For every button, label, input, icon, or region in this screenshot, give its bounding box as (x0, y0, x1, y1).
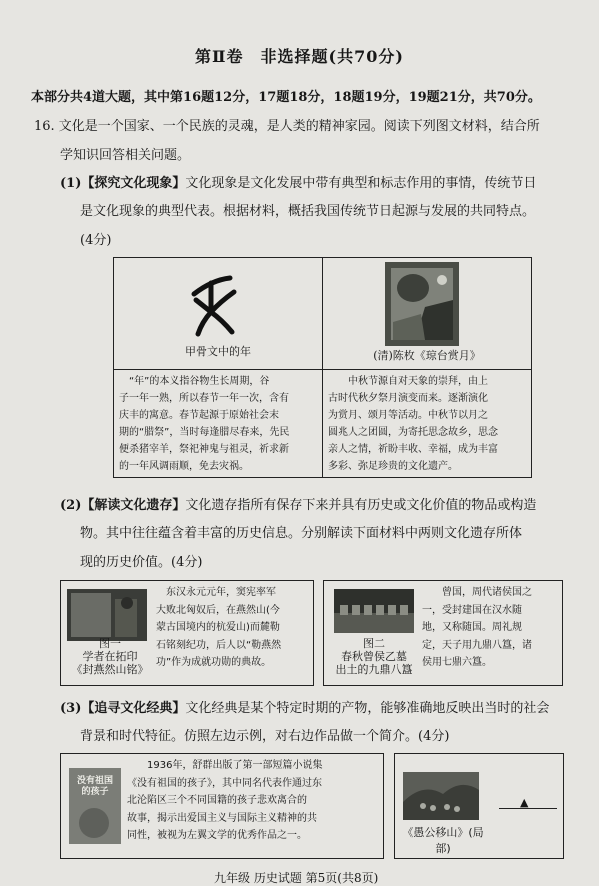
fig2-caption-line: 春秋曾侯乙墓 (341, 650, 407, 663)
inscription-rubbing-photo (67, 589, 147, 641)
fig1-caption-line: 图一 (99, 637, 121, 650)
q16-p2-line1 (60, 494, 536, 513)
book-cover-title: 没有祖国的孩子 (76, 776, 113, 797)
fig2-text-line: 曾国，周代诸侯国之 (442, 587, 532, 598)
section-title: 第Ⅱ卷 非选择题(共70分) (195, 47, 404, 66)
autumn-text-line: 多彩、弥足珍贵的文化遗产。 (328, 461, 458, 472)
book-example-box (60, 753, 384, 859)
oracle-bone-caption: 甲骨文中的年 (185, 345, 251, 358)
q16-stem-line1: 16. 文化是一个国家、一个民族的灵魂，是人类的精神家园。阅读下列图文材料，结合所 (34, 119, 540, 134)
autumn-text-line: 圆兆人之团圆，为寄托思念故乡，思念 (328, 427, 498, 438)
fig2-text-line: 一，受封建国在汉水随 (422, 604, 522, 616)
book-text-line: 1936年，舒群出版了第一部短篇小说集 (147, 760, 323, 771)
yugong-painting-image (403, 772, 479, 820)
painting-caption: (清)陈枚《琼台赏月》 (373, 349, 481, 362)
painting-answer-box (394, 753, 564, 859)
book-text-line: 同性，被视为左翼文学的优秀作品之一。 (127, 830, 307, 841)
book-cover-image (69, 768, 121, 844)
fig2-caption-line: 图二 (363, 637, 385, 650)
autumn-text-line: 中秋节源自对天象的崇拜，由上 (348, 376, 488, 387)
book-text-line: 北沦陷区三个不同国籍的孩子悲欢离合的 (127, 795, 307, 806)
spring-festival-text-cell (114, 370, 323, 478)
fig2-caption-line: 出土的九鼎八簋 (335, 663, 413, 676)
fig1-caption (65, 637, 155, 676)
autumn-text-line: 古时代秋夕祭月演变而来。逐渐演化 (328, 393, 488, 404)
spring-text-line: 的一年风调雨顺，免去灾祸。 (119, 461, 249, 472)
book-example-text (127, 757, 379, 845)
q16-p1-text1: 文化现象是文化发展中带有典型和标志作用的事情，传统节日 (185, 176, 537, 191)
q16-p3-label: (3)【追寻文化经典】 (60, 701, 186, 716)
fig2-text-line: 侯用七鼎六簋。 (422, 657, 492, 668)
fig1-text-line: 蒙古国境内的杭爱山)而麓勒 (156, 622, 280, 633)
spring-text-line: 子一年一熟，所以春节一年一次，含有 (119, 393, 289, 404)
painting-cell (323, 258, 532, 370)
book-text-line: 《没有祖国的孩子》，其中同名代表作通过东 (127, 777, 322, 789)
spring-text-line: 庆丰的寓意。春节起源于原始社会末 (119, 410, 279, 421)
oracle-bone-nian-glyph (180, 270, 250, 340)
q16-p1-label: (1)【探究文化现象】 (60, 176, 186, 191)
q16-p2-line2: 物。其中往往蕴含着丰富的历史信息。分别解读下面材料中两则文化遗存所体 (80, 526, 523, 541)
autumn-text-line: 亲人之情，祈盼丰收、幸福，成为丰富 (328, 444, 498, 455)
fig1-text-line: 石铭刻纪功，后人以“勒燕然 (156, 639, 282, 651)
fig2-caption (328, 637, 420, 676)
fig2-text-line: 地，又称随国。周礼规 (422, 622, 522, 633)
autumn-text-line: 为赏月、颂月等活动。中秋节以月之 (328, 410, 488, 421)
fig1-caption-line: 学者在拓印 (82, 650, 138, 663)
q16-p2-label: (2)【解读文化遗存】 (60, 498, 186, 513)
inscription-material-box (60, 580, 314, 686)
fig2-text-line: 定，天子用九鼎八簋，诸 (422, 639, 532, 651)
yugong-painting-caption: 《愚公移山》(局部) (402, 826, 484, 855)
section-intro: 本部分共4道大题，其中第16题12分，17题18分，18题19分，19题21分，共70分。 (31, 90, 541, 105)
spring-text-line: 便杀猪宰羊，祭祀神鬼与祖灵，祈求新 (119, 444, 289, 455)
q16-p1-line3: (4分) (80, 233, 112, 248)
q16-p1-line1 (60, 172, 536, 191)
q16-p2-text1: 文化遗存指所有保存下来并具有历史或文化价值的物品或构造 (185, 498, 537, 513)
q16-p3-line2: 背景和时代特征。仿照左边示例，对右边作品做一个简介。(4分) (80, 729, 450, 744)
fig1-caption-line: 《封燕然山铭》 (71, 663, 149, 676)
q16-p2-line3: 现的历史价值。(4分) (80, 555, 203, 570)
moon-viewing-painting-image (385, 262, 459, 346)
q16-stem-line2: 学知识回答相关问题。 (60, 148, 191, 163)
q16-p1-line2: 是文化现象的典型代表。根据材料，概括我国传统节日起源与发展的共同特点。 (80, 204, 536, 219)
spring-text-line: “年”的本义指谷物生长周期，谷 (129, 376, 270, 387)
fig2-text (422, 584, 560, 672)
mid-autumn-text-cell (323, 370, 532, 478)
fig1-text-line: 大败北匈奴后，在燕然山(今 (156, 604, 280, 616)
answer-triangle-mark: ▲ (520, 796, 529, 809)
ritual-vessel-material-box (323, 580, 563, 686)
spring-text-line: 期的“腊祭”，当时每逢腊尽春来，先民 (119, 427, 290, 438)
q16-p3-text1: 文化经典是某个特定时期的产物，能够准确地反映出当时的社会 (185, 701, 550, 716)
page-footer: 九年级 历史试题 第5页(共8页) (214, 871, 379, 885)
book-text-line: 故事，揭示出爱国主义与国际主义精神的共 (127, 812, 317, 824)
nine-ding-vessels-photo (334, 589, 414, 633)
festival-material-table (113, 257, 532, 478)
oracle-bone-cell (114, 258, 323, 370)
fig1-text-line: 功”作为成就功勋的典故。 (156, 657, 272, 668)
fig1-text (156, 584, 312, 672)
q16-p3-line1 (60, 697, 549, 716)
fig1-text-line: 东汉永元元年，窦宪率军 (166, 587, 276, 598)
